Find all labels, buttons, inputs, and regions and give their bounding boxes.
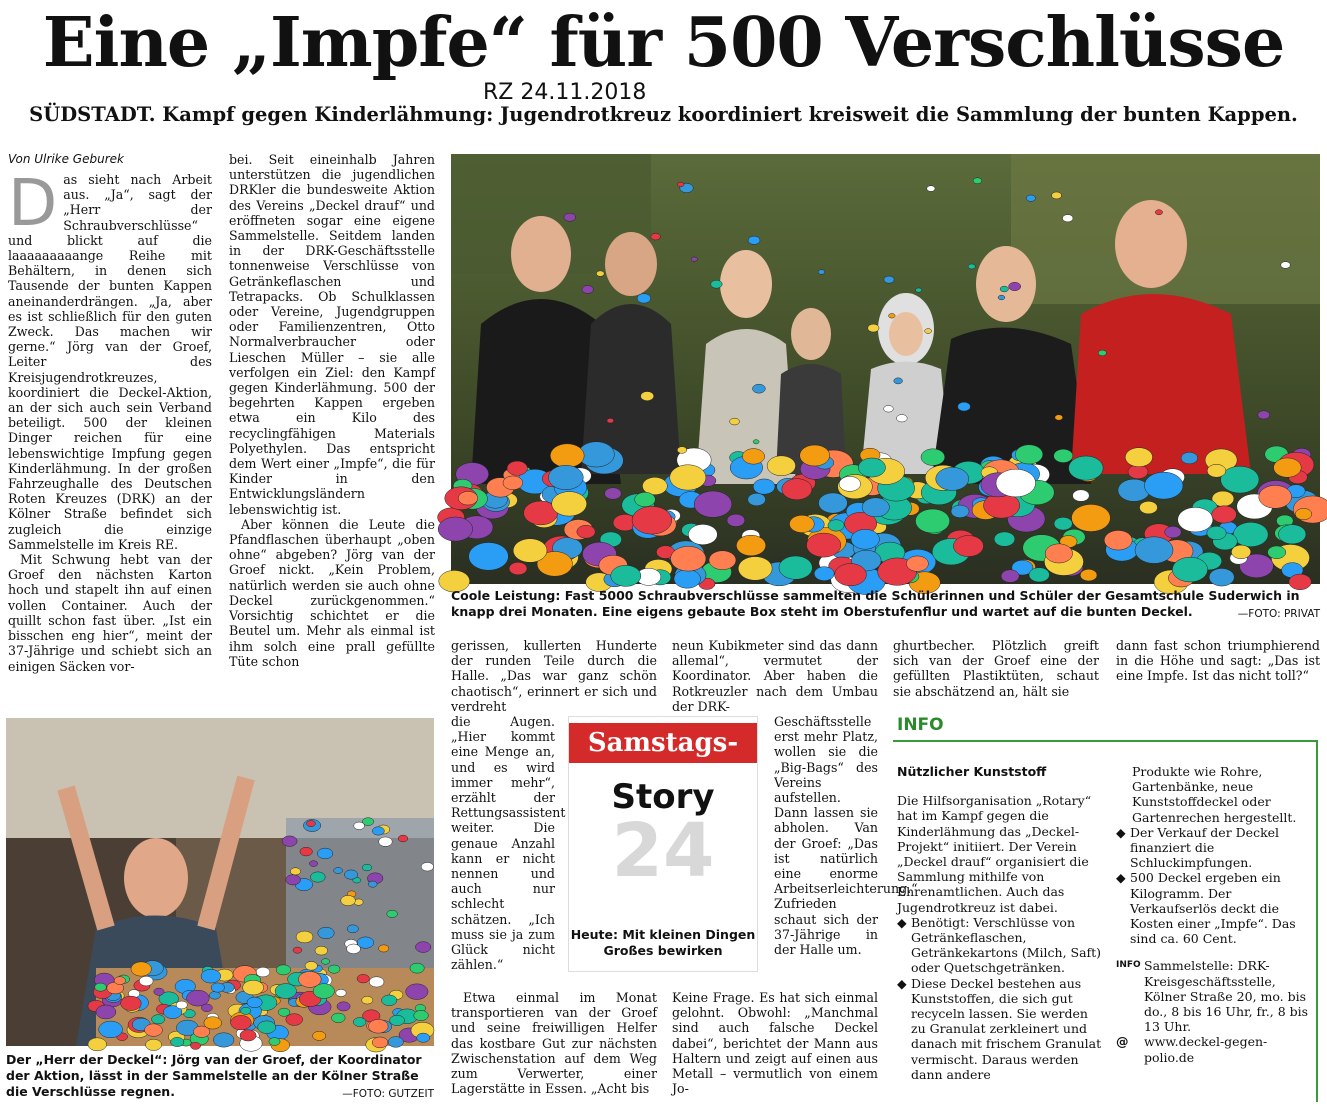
headline: Eine „Impfe“ für 500 Verschlüsse xyxy=(42,3,1285,83)
bottle-cap xyxy=(176,1001,187,1009)
bottle-cap xyxy=(564,213,576,221)
info-subtitle: Nützlicher Kunststoff xyxy=(897,764,1047,779)
paragraph: Keine Frage. Es hat sich einmal gelohnt. Obwohl: „Manchmal sind auch falsche Deckel dabei“, berichtet der Mann aus Haltern und zeigt auf einen aus Metall – vermutlich von einem Jo- xyxy=(672,990,878,1097)
bottle-cap xyxy=(738,557,772,581)
info-column-left xyxy=(897,764,1105,1102)
paragraph: dann fast schon triumphierend in die Höhe und sagt: „Das ist eine Impfe. Ist das nicht toll?“ xyxy=(1116,638,1320,684)
article-column-4-narrow xyxy=(774,714,918,996)
bottle-cap xyxy=(884,276,894,283)
bottle-cap xyxy=(548,465,583,489)
bottle-cap xyxy=(916,288,922,292)
bottle-cap xyxy=(240,1030,256,1041)
bottle-cap xyxy=(331,1013,345,1023)
bottle-cap xyxy=(550,444,584,468)
bottle-cap xyxy=(414,1010,429,1020)
bottle-cap xyxy=(1054,517,1072,530)
samstags-story-teaser[interactable] xyxy=(568,716,758,972)
bottle-cap xyxy=(406,984,428,1000)
bottle-cap xyxy=(1181,452,1198,464)
bottle-cap xyxy=(379,945,389,952)
info-continuation: Produkte wie Rohre, Gartenbänke, neue Kunststoffdeckel oder Gartenrechen hergestellt. xyxy=(1132,764,1297,825)
bottle-cap xyxy=(362,864,372,871)
bottle-cap xyxy=(835,564,867,586)
bottle-cap xyxy=(247,997,262,1008)
bottle-cap xyxy=(1155,210,1162,215)
bottle-cap xyxy=(131,962,151,976)
bottle-cap xyxy=(897,415,908,422)
paragraph: Mit Schwung hebt van der Groef den nächsten Karton hoch und stapelt ihn auf einen vollen Container. Auch der quillt schon fast über. „Ist ein bisschen eng hier“, meint der 37-Jährige und schiebt sich an einigen Säcken vor- xyxy=(8,552,212,674)
bottle-cap xyxy=(334,867,343,873)
bottle-cap xyxy=(328,965,340,973)
bottle-cap xyxy=(1098,350,1106,356)
bottle-cap xyxy=(1233,522,1268,546)
bottle-cap xyxy=(1295,508,1311,520)
story-label: Story xyxy=(611,777,715,817)
bottle-cap xyxy=(513,539,547,563)
article-column-6 xyxy=(1116,638,1320,714)
bottle-cap xyxy=(868,324,879,332)
bottle-cap xyxy=(789,515,814,532)
bottle-cap xyxy=(368,881,377,887)
bottle-cap xyxy=(415,942,430,953)
bottle-cap xyxy=(417,1033,430,1042)
bottle-cap xyxy=(310,872,325,882)
info-bullet: ◆ 500 Deckel ergeben ein Kilogramm. Der Verkaufserlös deckt die Kosten einer „Impfe“. Das sind ca. 60 Cent. xyxy=(1116,870,1296,947)
bottle-cap xyxy=(1000,286,1008,292)
bottle-cap xyxy=(748,493,766,506)
bottle-cap xyxy=(607,418,614,423)
bottle-cap xyxy=(779,556,812,579)
bottle-cap xyxy=(88,1038,107,1051)
bottle-cap xyxy=(637,294,651,304)
bottle-cap xyxy=(298,971,321,987)
bottle-cap xyxy=(921,449,945,466)
bottle-cap xyxy=(357,937,373,949)
photo-caption-main xyxy=(451,588,1320,622)
bottle-cap xyxy=(953,535,983,556)
bottle-cap xyxy=(341,895,356,905)
drop-cap: D xyxy=(8,167,58,241)
bottle-cap xyxy=(1080,569,1097,581)
bottle-cap xyxy=(1045,544,1072,563)
info-bullet: ◆ Benötigt: Verschlüsse von Getränkeflaschen, Getränkekartons (Milch, Saft) oder Quetschgetränken. xyxy=(897,914,1102,976)
bottle-cap xyxy=(828,520,844,531)
bottle-cap xyxy=(753,440,759,444)
bottle-cap xyxy=(839,476,860,491)
bottle-cap xyxy=(936,467,969,490)
bottle-cap xyxy=(362,996,373,1004)
bottle-cap xyxy=(818,493,847,513)
at-icon: @ xyxy=(1116,1034,1129,1050)
bottle-cap xyxy=(806,533,840,557)
bottle-cap xyxy=(915,509,949,533)
paragraph: Etwa einmal im Monat transportieren van der Groef und seine freiwilligen Helfer das kostbare Gut zur nächsten Zwischenstation auf dem Weg zum Verwerter, einer Lagerstätte in Essen. „Acht bis xyxy=(451,990,657,1097)
bottle-cap xyxy=(1052,192,1062,199)
paragraph: die Augen. „Hier kommt eine Menge an, und es wird immer mehr“, erzählt der Rettungsassistent weiter. Die genaue Anzahl kann er nicht nennen und auch nur schlecht schätzen. „Ich muss sie ja zum Glück nicht zählen.“ xyxy=(451,714,566,973)
bottle-cap xyxy=(256,967,270,977)
bottle-cap xyxy=(730,418,740,425)
bottle-cap xyxy=(201,969,221,983)
bottle-cap xyxy=(1281,262,1291,269)
bottle-cap xyxy=(357,974,369,983)
bottle-cap xyxy=(1144,472,1183,499)
bottle-cap xyxy=(1207,526,1226,540)
bottle-cap xyxy=(369,977,384,987)
bottle-cap xyxy=(1054,449,1073,462)
bottle-cap xyxy=(951,505,969,518)
bottle-cap xyxy=(293,947,302,953)
bottle-cap xyxy=(1209,568,1234,586)
bottle-cap xyxy=(641,391,654,400)
bottle-cap xyxy=(1026,195,1035,201)
story-banner: Samstags- xyxy=(569,723,757,763)
bottle-cap xyxy=(201,1004,212,1012)
bottle-cap xyxy=(996,469,1036,497)
bottle-cap xyxy=(800,445,830,466)
bottle-cap xyxy=(243,980,264,995)
bottle-cap xyxy=(187,990,210,1006)
bottle-cap xyxy=(1231,545,1250,559)
bottle-cap xyxy=(1069,456,1104,480)
bottle-cap xyxy=(503,476,523,490)
bottle-cap xyxy=(347,925,358,933)
info-address-label: INFO xyxy=(1116,960,1141,971)
bottle-cap xyxy=(691,257,697,261)
bottle-cap xyxy=(509,562,527,575)
bottle-cap xyxy=(353,1018,366,1027)
article-column-2 xyxy=(229,152,435,700)
bottle-cap xyxy=(321,959,329,965)
bottle-cap xyxy=(814,567,834,581)
bottle-cap xyxy=(596,271,604,276)
paragraph: gerissen, kullerten Hunderte der runden Teile durch die Halle. „Das war ganz schön chaotisch“, erinnert er sich und verdreht xyxy=(451,638,657,714)
bottle-cap xyxy=(818,270,825,275)
bottle-cap xyxy=(369,1019,389,1033)
bottle-cap xyxy=(906,556,928,571)
paragraph: bei. Seit eineinhalb Jahren unterstützen die jugendlichen DRKler die bundesweite Aktion des Vereins „Deckel drauf“ und eröffneten sogar eine eigene Sammelstelle. Seitdem landen in der DRK-Geschäftsstelle tonnenweise Verschlüsse von Getränkeflaschen und Tetrapacks. Ob Schulklassen oder Vereine, Jugendgruppen oder Familienzentren, Otto Normalverbraucher oder Lieschen Müller – sie alle verfolgen ein Ziel: den Kampf gegen Kinderlähmung. 500 der begehrten Kappen ergeben etwa ein Kilo des recyclingfähigen Materials Polyethylen. Das entspricht dem Wert einer „Impfe“, die für Kinder in den Entwicklungsländern lebenswichtig ist. xyxy=(229,152,435,517)
photo-credit: —FOTO: PRIVAT xyxy=(1237,608,1320,620)
bottle-cap xyxy=(95,983,107,991)
bottle-cap xyxy=(605,488,622,500)
bottle-cap xyxy=(139,976,153,986)
bottle-cap xyxy=(711,280,722,288)
bottle-cap xyxy=(144,1024,162,1037)
bottle-cap xyxy=(674,570,701,589)
bottle-cap xyxy=(317,848,332,859)
bottle-cap xyxy=(1172,557,1207,582)
bottle-cap xyxy=(1207,464,1226,477)
bottle-cap xyxy=(382,995,397,1006)
paragraph: ghurtbecher. Plötzlich greift sich van der Groef eine der gefüllten Plastiktüten, schaut sie abschätzend an, hält sie xyxy=(893,638,1099,699)
bottle-cap xyxy=(1259,485,1292,508)
info-column-right xyxy=(1116,764,1316,1102)
bottle-cap xyxy=(1268,546,1286,559)
bottle-cap xyxy=(958,402,971,411)
paragraph: as sieht nach Arbeit aus. „Ja“, sagt der „Herr der Schraubverschlüsse“ und blickt auf die laaaaaaaaange Reihe mit Behältern, in denen sich Tausende der bunten Kappen aneinanderdrängen. „Ja, aber es ist schließlich für den guten Zweck. Das machen wir gerne.“ Jörg van der Groef, Leiter des Kreisjugendrotkreuzes, koordiniert die Deckel-Aktion, an der sich auch sein Verband beteiligt. 500 der kleinen Dinger reichen für eine lebenswichtige Impfung gegen Kinderlähmung. In der großen Fahrzeughalle des Deutschen Roten Kreuzes (DRK) an der Kölner Straße befindet sich zugleich die einzige Sammelstelle im Kreis RE. xyxy=(8,172,212,552)
bottle-cap xyxy=(307,821,316,827)
info-intro: Die Hilfsorganisation „Rotary“ hat im Kampf gegen die Kinderlähmung das „Deckel-Projekt“ initiiert. Der Verein „Deckel drauf“ organisiert die Sammlung mithilfe von Ehrenamtlichen. Auch das Jugendrotkreuz ist dabei. xyxy=(897,793,1092,915)
bottle-cap xyxy=(190,1042,200,1049)
bottle-cap xyxy=(889,313,896,318)
bottle-cap xyxy=(894,378,903,384)
subheadline: SÜDSTADT. Kampf gegen Kinderlähmung: Jugendrotkreuz koordiniert kreisweit die Sammlung der bunten Kappen. xyxy=(29,103,1298,126)
bottle-cap xyxy=(635,492,656,506)
bottle-cap xyxy=(884,405,894,412)
bottle-cap xyxy=(1029,568,1049,582)
bottle-cap xyxy=(1212,506,1237,523)
bottle-cap xyxy=(318,927,335,939)
bottle-cap xyxy=(354,822,365,830)
bottle-cap xyxy=(398,835,408,842)
bottle-cap xyxy=(688,524,717,544)
paragraph: Aber können die Leute die Pfandflaschen überhaupt „oben ohne“ abgeben? Jörg van der Groef nickt. „Kein Problem, natürlich werden sie auch ohne Deckel zurückgenommen.“ Vorsichtig schichtet er die Beutel um. Mehr als einmal ist ihm solch eine prall gefüllte Tüte schon xyxy=(229,516,435,669)
bottle-cap xyxy=(1178,507,1213,532)
bottle-cap xyxy=(275,984,296,999)
group-photo xyxy=(451,154,1320,584)
bottle-cap xyxy=(671,546,706,571)
bottle-cap xyxy=(114,977,125,985)
article-column-4 xyxy=(672,638,878,714)
bottle-cap xyxy=(862,498,889,517)
bottle-cap xyxy=(145,1039,161,1050)
article-column-3-bottom xyxy=(451,990,657,1100)
bottle-cap xyxy=(651,233,661,240)
bottle-cap xyxy=(121,996,142,1010)
bottle-cap xyxy=(694,491,732,517)
info-address: INFO Sammelstelle: DRK-Kreisgeschäftsstelle, Kölner Straße 20, mo. bis do., 8 bis 16 Uhr, fr., 8 bis 13 Uhr. xyxy=(1116,958,1309,1035)
bottle-cap xyxy=(213,1033,234,1047)
website-link[interactable]: www.deckel-gegen-polio.de xyxy=(1144,1034,1268,1065)
bottle-cap xyxy=(727,514,745,527)
info-bullet: ◆ Der Verkauf der Deckel finanziert die Schluckimpfungen. xyxy=(1116,824,1280,871)
bottle-cap xyxy=(577,525,596,538)
bottle-cap xyxy=(1009,282,1021,290)
bottle-cap xyxy=(998,295,1005,300)
bottle-cap xyxy=(438,517,472,541)
bottle-cap xyxy=(968,264,975,269)
bottle-cap xyxy=(379,837,393,847)
bottle-cap xyxy=(1221,466,1259,493)
article-column-5 xyxy=(893,638,1099,714)
bottle-cap xyxy=(709,551,736,570)
bottle-cap xyxy=(1135,537,1173,564)
caption-text: Coole Leistung: Fast 5000 Schraubverschlüsse sammelten die Schülerinnen und Schüler der Gesamtschule Suderwich in knapp drei Monaten. Eine eigens gebaute Box steht im Oberstufenflur und wartet auf die bunten Deckel. xyxy=(451,588,1300,619)
info-bullet: ◆ Diese Deckel bestehen aus Kunststoffen, die sich gut recyceln lassen. Sie werden zu Granulat zerkleinert und danach mit frischem Granulat vermischt. Daraus werden dann andere xyxy=(897,975,1102,1082)
bottle-cap xyxy=(782,479,812,500)
bottle-cap xyxy=(241,1007,251,1014)
bottle-cap xyxy=(278,1008,290,1016)
article-column-3 xyxy=(451,638,657,714)
bottle-cap xyxy=(282,836,297,847)
story-caption: Heute: Mit kleinen Dingen Großes bewirken xyxy=(570,927,756,958)
byline: Von Ulrike Geburek xyxy=(8,152,124,166)
paragraph: Geschäftsstelle erst mehr Platz, wollen sie die „Big-Bags“ des Vereins aufstellen. Dann lassen sie abholen. Van der Groef: „Das ist natürlich eine enorme Arbeitserleichterung.“ Zufrieden schaut sich der 37-Jährige in der Halle um. xyxy=(774,714,918,958)
bottle-cap xyxy=(736,535,765,556)
bottle-cap xyxy=(611,565,641,586)
bottle-cap xyxy=(1139,501,1157,514)
article-column-3-narrow xyxy=(451,714,566,996)
bottle-cap xyxy=(1278,525,1306,544)
bottle-cap xyxy=(670,465,706,490)
bottle-cap xyxy=(677,182,684,187)
bottle-cap xyxy=(851,529,879,549)
bottle-cap xyxy=(336,989,346,996)
bottle-cap xyxy=(300,847,313,856)
info-web[interactable] xyxy=(1116,1034,1316,1064)
bottle-cap xyxy=(973,178,982,184)
caption-text: Der „Herr der Deckel“: Jörg van der Groef, der Koordinator der Aktion, lässt in der Sammelstelle an der Kölner Straße die Verschlüsse regnen. xyxy=(6,1052,422,1099)
bottle-cap xyxy=(315,946,328,955)
bottle-cap xyxy=(231,1015,252,1030)
bottle-cap xyxy=(372,827,384,835)
photo-credit: —FOTO: GUTZEIT xyxy=(342,1088,434,1100)
bottle-cap xyxy=(258,1021,276,1034)
bottle-cap xyxy=(1001,570,1019,583)
bottle-cap xyxy=(458,491,477,505)
bottle-cap xyxy=(209,991,220,999)
bottle-cap xyxy=(309,861,317,867)
bottle-cap xyxy=(1055,415,1063,420)
bottle-cap xyxy=(507,461,527,475)
bottle-cap xyxy=(1071,504,1110,531)
bottle-cap xyxy=(582,285,593,293)
bottle-cap xyxy=(296,931,313,943)
bottle-cap xyxy=(286,1014,303,1026)
bottle-cap xyxy=(154,988,164,995)
bottle-cap xyxy=(211,983,224,992)
bottle-cap xyxy=(286,875,301,885)
bottle-cap xyxy=(152,1015,165,1024)
bottle-cap xyxy=(372,1037,388,1048)
bottle-cap xyxy=(290,868,300,875)
photo-caption-left xyxy=(6,1052,434,1102)
bottle-cap xyxy=(742,449,764,465)
bottle-cap xyxy=(1062,215,1072,222)
bottle-cap xyxy=(1073,490,1090,502)
bottle-cap xyxy=(753,479,775,494)
bottle-cap xyxy=(305,961,317,970)
bottle-cap xyxy=(1165,526,1182,538)
bottle-cap xyxy=(421,862,433,871)
bottle-cap xyxy=(552,492,587,517)
bottle-cap xyxy=(767,456,795,476)
bottle-cap xyxy=(748,236,760,244)
bottle-cap xyxy=(204,1017,222,1029)
bottle-cap xyxy=(96,1005,116,1019)
bottle-cap xyxy=(1125,448,1152,467)
bottle-cap xyxy=(313,1031,326,1040)
bottle-cap xyxy=(1258,411,1270,419)
bottle-cap xyxy=(269,1038,280,1046)
bottle-cap xyxy=(387,910,398,917)
bottle-cap xyxy=(344,870,357,879)
bottle-cap xyxy=(171,1037,184,1046)
article-column-1 xyxy=(8,167,212,700)
story-number: 24 xyxy=(611,808,715,894)
bottle-cap xyxy=(1015,445,1043,464)
bottle-cap xyxy=(925,329,932,334)
article-column-4-bottom xyxy=(672,990,878,1100)
dateline: RZ 24.11.2018 xyxy=(483,80,647,105)
bottle-cap xyxy=(1104,530,1132,550)
bottle-cap xyxy=(469,542,509,570)
coordinator-photo xyxy=(6,718,434,1046)
bottle-cap xyxy=(858,458,885,477)
bottle-cap xyxy=(390,1015,405,1026)
info-box-title: INFO xyxy=(897,715,944,735)
bottle-cap xyxy=(994,532,1015,546)
bottle-cap xyxy=(410,963,424,973)
bottle-cap xyxy=(337,1002,350,1011)
bottle-cap xyxy=(677,447,687,454)
bottle-cap xyxy=(752,384,765,393)
bottle-cap xyxy=(1274,458,1302,477)
bottle-cap xyxy=(388,1037,403,1048)
paragraph: neun Kubikmeter sind das dann allemal“, vermutet der Koordinator. Aber haben die Rotkreuzler nach dem Umbau der DRK- xyxy=(672,638,878,714)
bottle-cap xyxy=(276,965,291,975)
bottle-cap xyxy=(632,506,672,534)
bottle-cap xyxy=(99,1021,123,1038)
bottle-cap xyxy=(927,186,935,192)
